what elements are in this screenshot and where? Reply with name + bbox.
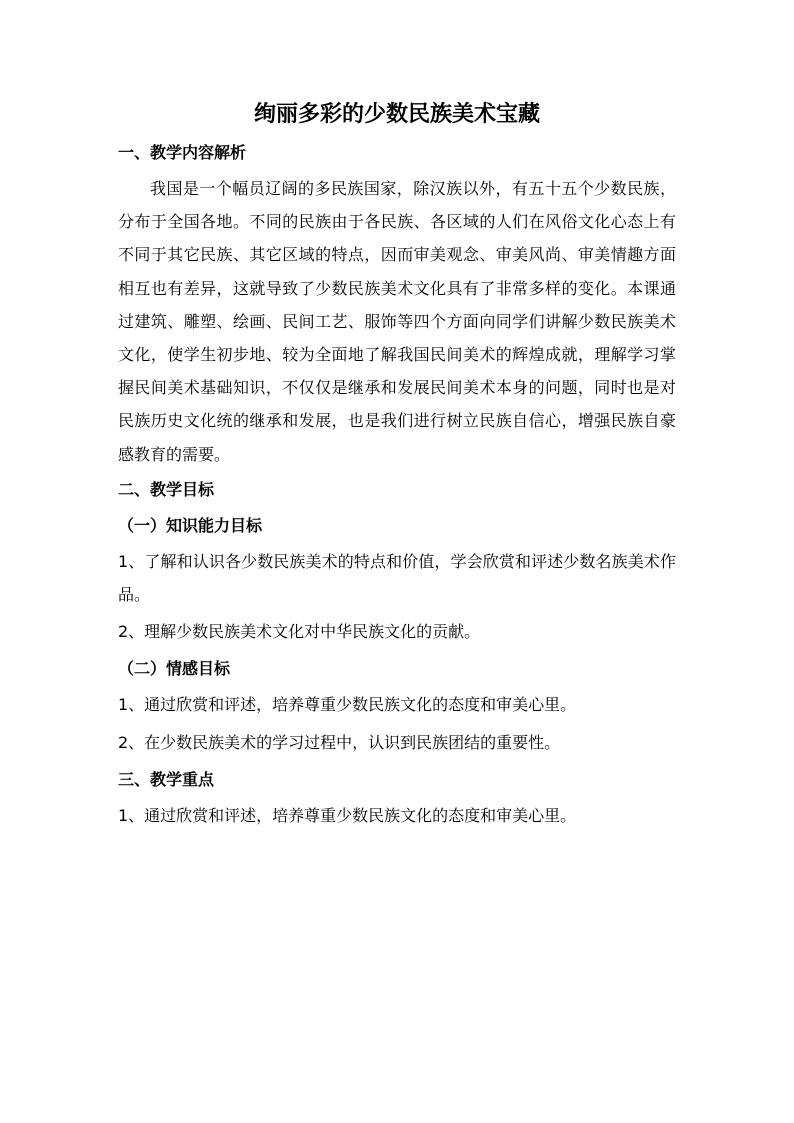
section-heading-content-analysis: 一、教学内容解析 xyxy=(118,143,247,162)
document-title: 绚丽多彩的少数民族美术宝藏 xyxy=(253,101,540,127)
content-analysis-paragraph: 我国是一个幅员辽阔的多民族国家，除汉族以外，有五十五个少数民族，分布于全国各地。不同的民族由于各民族、各区域的人们在风俗文化心态上有不同于其它民族、其它区域的特点，因而审美观念、审美风尚、审美情趣方面相互也有差异，这就导致了少数民族美术文化具有了非常多样的变化。本课通过建筑、雕塑、绘画、民间工艺、服饰等四个方面向同学们讲解少数民族美术文化，使学生初步地、较为全面地了解我国民间美术的辉煌成就，理解学习掌握民间美术基础知识，不仅仅是继承和发展民间美术本身的问题，同时也是对民族历史文化统的继承和发展，也是我们进行树立民族自信心，增强民族自豪感教育的需要。 xyxy=(118,179,676,464)
list-item: 1、了解和认识各少数民族美术的特点和价值，学会欣赏和评述少数名族美术作品。 xyxy=(118,551,676,605)
list-item: 1、通过欣赏和评述，培养尊重少数民族文化的态度和审美心里。 xyxy=(118,695,577,715)
list-item: 2、在少数民族美术的学习过程中，认识到民族团结的重要性。 xyxy=(118,732,561,752)
list-item: 2、理解少数民族美术文化对中华民族文化的贡献。 xyxy=(118,622,481,642)
section-heading-teaching-goals: 二、教学目标 xyxy=(118,479,215,499)
section-heading-teaching-focus: 三、教学重点 xyxy=(118,769,215,789)
subheading-knowledge-goals: （一）知识能力目标 xyxy=(118,515,263,535)
list-item: 1、通过欣赏和评述，培养尊重少数民族文化的态度和审美心里。 xyxy=(118,805,577,825)
subheading-emotion-goals: （二）情感目标 xyxy=(118,659,231,679)
